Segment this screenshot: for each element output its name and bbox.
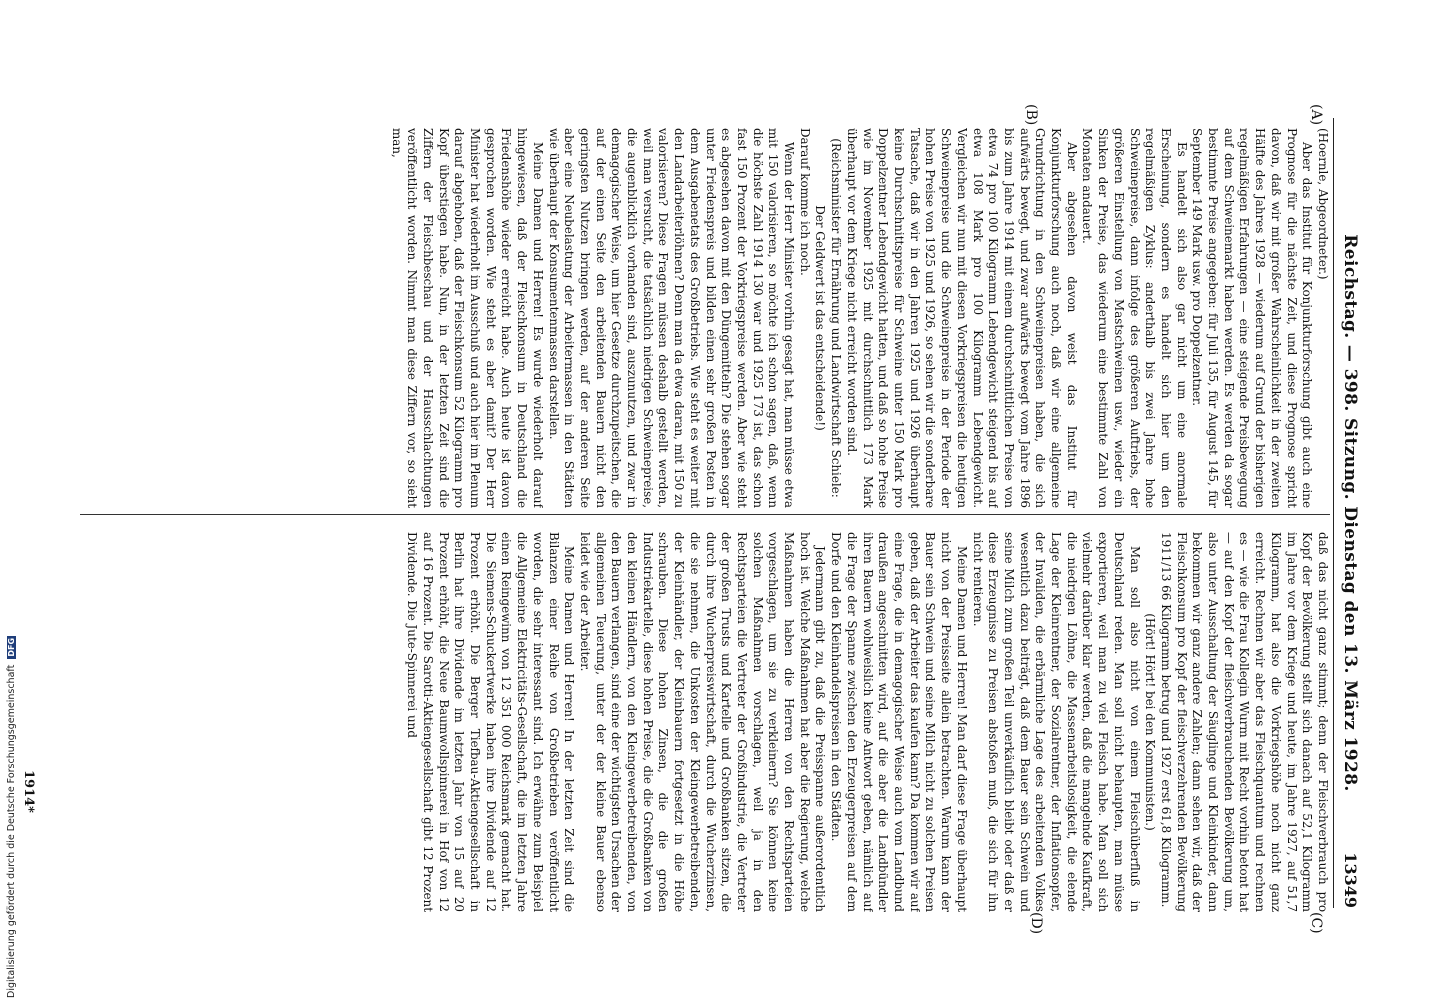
left-column	[70, 128, 1330, 508]
paragraph: Wenn der Herr Minister vorhin gesagt hat, man müsse etwa mit 150 valorisieren, so möchte ich schon sagen, daß, wenn die höchste Zahl 1914 130 war und 1925 173 ist, das schon fast 150 Prozent der Vorkriegspreise werden. Aber wie steht es abgesehen davon mit den Düngemitteln? Die stehen sogar unter Friedenspreis und bilden einen sehr großen Posten in dem Ausgabenetats des Großbetriebs. Wie steht es weiter mit den Landarbeiterlöhnen? Denn man da etwa daran, mit 150 zu valorisieren? Diese Fragen müssen deshalb gestellt werden, weil man versucht, die tatsächlich niedrigen Schweinepreise, die augenblicklich vorhanden sind, auszunutzen, und zwar in demagogischer Weise, um hier Gesetze durchzupeitschen, die auf der einen Seite den arbeitenden Bauern nicht den geringsten Nutzen bringen werden, auf der anderen Seite aber eine Neubelastung der Arbeitermassen in den Städten wie überhaupt der Konsumentenmassen darstellen.	[546, 128, 797, 508]
paragraph: Meine Damen und Herren! Es wurde wiederholt darauf hingewiesen, daß der Fleischkonsum in Deutschland die Friedenshöhe wieder erreicht habe. Auch heute ist davon gesprochen worden. Wie steht es aber damit? Der Herr Minister hat wiederholt im Ausschuß und auch hier im Plenum darauf abgehoben, daß der Fleischkonsum 52 Kilogramm pro Kopf überstiegen habe. Nun, in der letzten Zeit sind die Ziffern der Fleischbeschau und der Hausschlachtungen veröffentlicht worden. Nimmt man diese Ziffern vor, so sieht man,	[389, 128, 545, 508]
page-number: 13349	[1341, 852, 1360, 908]
paragraph: Aber abgesehen davon weist das Institut für Konjunkturforschung auch noch, daß wir eine allgemeine Grundrichtung in den Schweinepreisen haben, die sich aufwärts bewegt, und zwar aufwärts bewegt vom Jahre 1896 bis zum Jahre 1914 mit einem durchschnittlichen Preise von etwa 74 pro 100 Kilogramm Lebendgewicht steigend bis auf etwa 108 Mark pro 100 Kilogramm Lebendgewicht. Vergleichen wir nun mit diesen Vorkriegspreisen die heutigen Schweinepreise und die Schweinepreise in der Periode der hohen Preise von 1925 und 1926, so sehen wir die sonderbare Tatsache, daß wir in den Jahren 1925 und 1926 überhaupt keine Durchschnittspreise für Schweine unter 150 Mark pro Doppelzentner Lebendgewicht hatten, und daß so hohe Preise wie im November 1925 mit durchschnittlich 173 Mark überhaupt vor dem Kriege nicht erreicht worden sind.	[844, 128, 1079, 508]
paragraph: Darauf komme ich noch.	[797, 128, 812, 276]
interjection: (Reichsminister für Ernährung und Landwirtschaft Schiele: Der Geldwert ist das entscheidende!)	[813, 138, 844, 498]
column-divider	[80, 514, 1330, 515]
paragraph: Meine Damen und Herren! Man darf diese Frage überhaupt nicht von der Preisseite allein betrachten. Warum kann der Bauer sein Schwein und seine Milch nicht zu solchen Preisen geben, daß der Arbeiter das kaufen kann? Da kommen wir auf eine Frage, die in demagogischer Weise auch vom Landbund draußen angeschnitten wird, auf die aber die Landbündler ihren Bauern wohlweislich keine Antwort geben, nämlich auf die Frage der Spanne zwischen den Erzeugerpreisen auf dem Dorfe und den Kleinhandelspreisen in den Städten.	[829, 532, 969, 912]
margin-marker-b: (B)	[1023, 104, 1039, 126]
footer-number: 1914*	[21, 770, 36, 813]
digitization-credit	[6, 637, 22, 998]
paragraph: Man soll also nicht von einem Fleischüberfluß in Deutschland reden. Man soll nicht behaupten, man müsse exportieren, weil man zu viel Fleisch habe. Man soll sich vielmehr darüber klar werden, daß die mangelnde Kaufkraft, die niedrigen Löhne, die Massenarbeitslosigkeit, die elende Lage der Kleinrentner, der Sozialrentner, der Inflationsopfer, der Invaliden, die erbärmliche Lage des arbeitenden Volkes wesentlich dazu beiträgt, daß dem Bauer sein Schwein und seine Milch zum großen Teil unverkäuflich bleibt oder daß er diese Erzeugnisse zu Preisen abstoßen muß, die sich für ihn nicht rentieren.	[970, 532, 1142, 912]
margin-marker-c: (C)	[1308, 912, 1324, 934]
interjection: (Hört! Hört! bei den Kommunisten.)	[1143, 613, 1158, 831]
paragraph: (Hoernle, Abgeordneter.)	[1316, 128, 1330, 280]
paragraph: Es handelt sich also gar nicht um eine anormale Erscheinung, sondern es handelt sich hier um den regelmäßigen Zyklus: anderthalb bis zwei Jahre hohe Schweinepreise, dann infolge des größeren Auftriebs, der größeren Einstellung von Mastschweinen usw., wieder ein Sinken der Preise, das wiederum eine bestimmte Zahl von Monaten andauert.	[1080, 128, 1189, 508]
paragraph: Jedermann gibt zu, daß die Preisspanne außerordentlich hoch ist. Welche Maßnahmen hat aber die Regierung, welche Maßnahmen haben die Herren von den Rechtsparteien vorgeschlagen, um sie zu verkleinern? Sie können keine solchen Maßnahmen vorschlagen, weil ja in den Rechtsparteien die Vertreter der Großindustrie, die Vertreter der großen Trusts und Kartelle und Großbanken sitzen, die durch ihre Wucherpreiswirtschaft, durch die Wucherzinsen, die sie nehmen, die Unkosten der Kleingewerbetreibenden, der Kleinhändler, der Kleinbauern fortgesetzt in die Höhe schrauben. Diese hohen Zinsen, die die großen Industriekartelle, diese hohen Preise, die die Großbanken von den kleinen Händlern, von den Kleingewerbetreibenden, von den Bauern verlangen, sind eine der wichtigsten Ursachen der allgemeinen Teuerung, unter der der kleine Bauer ebenso leidet wie der Arbeiter.	[577, 532, 828, 912]
credit-text: Digitalisierung gefördert durch die Deutsche Forschungsgemeinschaft	[6, 664, 17, 998]
header-title: Reichstag. — 398. Sitzung. Dienstag den 13. März 1928.	[1340, 234, 1360, 792]
margin-marker-a: (A)	[1308, 104, 1324, 126]
paragraph: Meine Damen und Herren! In der letzten Zeit sind die Bilanzen einer Reihe von Großbetrieben veröffentlicht worden, die sehr interessant sind. Ich erwähne zum Beispiel die Allgemeine Elektricitäts-Gesellschaft, die im letzten Jahre einen Reingewinn von 12 351 000 Reichsmark gemacht hat. Die Siemens-Schuckertwerke haben ihre Dividende auf 12 Prozent erhöht. Die Berger Tiefbau-Aktiengesellschaft in Berlin hat ihre Dividende im letzten Jahr von 15 auf 20 Prozent erhöht, die Neue Baumwollspinnerei in Hof von 12 auf 16 Prozent. Die Sarotti-Aktiengesellschaft gibt 12 Prozent Dividende. Die Jute-Spinnerei und	[405, 532, 577, 912]
margin-marker-d: (D)	[1028, 912, 1044, 935]
dfg-logo: DFG	[7, 637, 16, 657]
paragraph: Aber das Institut für Konjunkturforschung gibt auch eine Prognose für die nächste Zeit, und diese Prognose spricht davon, daß wir mit großer Wahrscheinlichkeit in der zweiten Hälfte des Jahres 1928 — wiederum auf Grund der bisherigen regelmäßigen Erfahrungen — eine steigende Preisbewegung auf dem Schweinemarkt haben werden. Es werden da sogar bestimmte Preise angegeben: für Juli 135, für August 145, für September 149 Mark usw. pro Doppelzentner.	[1190, 128, 1315, 508]
paragraph: daß das nicht ganz stimmt; denn der Fleischverbrauch pro Kopf der Bevölkerung stellt sich danach auf 52,1 Kilogramm im Jahre vor dem Kriege und heute, im Jahre 1927, auf 51,7 Kilogramm, hat also die Vorkriegshöhe noch nicht ganz erreicht. Rechnen wir aber das Fleischquantum und rechnen es — wie die Frau Kollegin Wurm mit Recht vorhin betont hat — auf den Kopf der fleischverbrauchenden Bevölkerung um, also unter Ausschaltung der Säuglinge und Kleinkinder, dann bekommen wir ganz andere Zahlen; dann sehen wir, daß der Fleischkonsum pro Kopf der fleischverzehrenden Bevölkerung 1911/13 66 Kilogramm betrug und 1927 erst 61,8 Kilogramm.	[1158, 532, 1330, 912]
right-column	[70, 532, 1330, 912]
page-header	[1333, 118, 1364, 908]
